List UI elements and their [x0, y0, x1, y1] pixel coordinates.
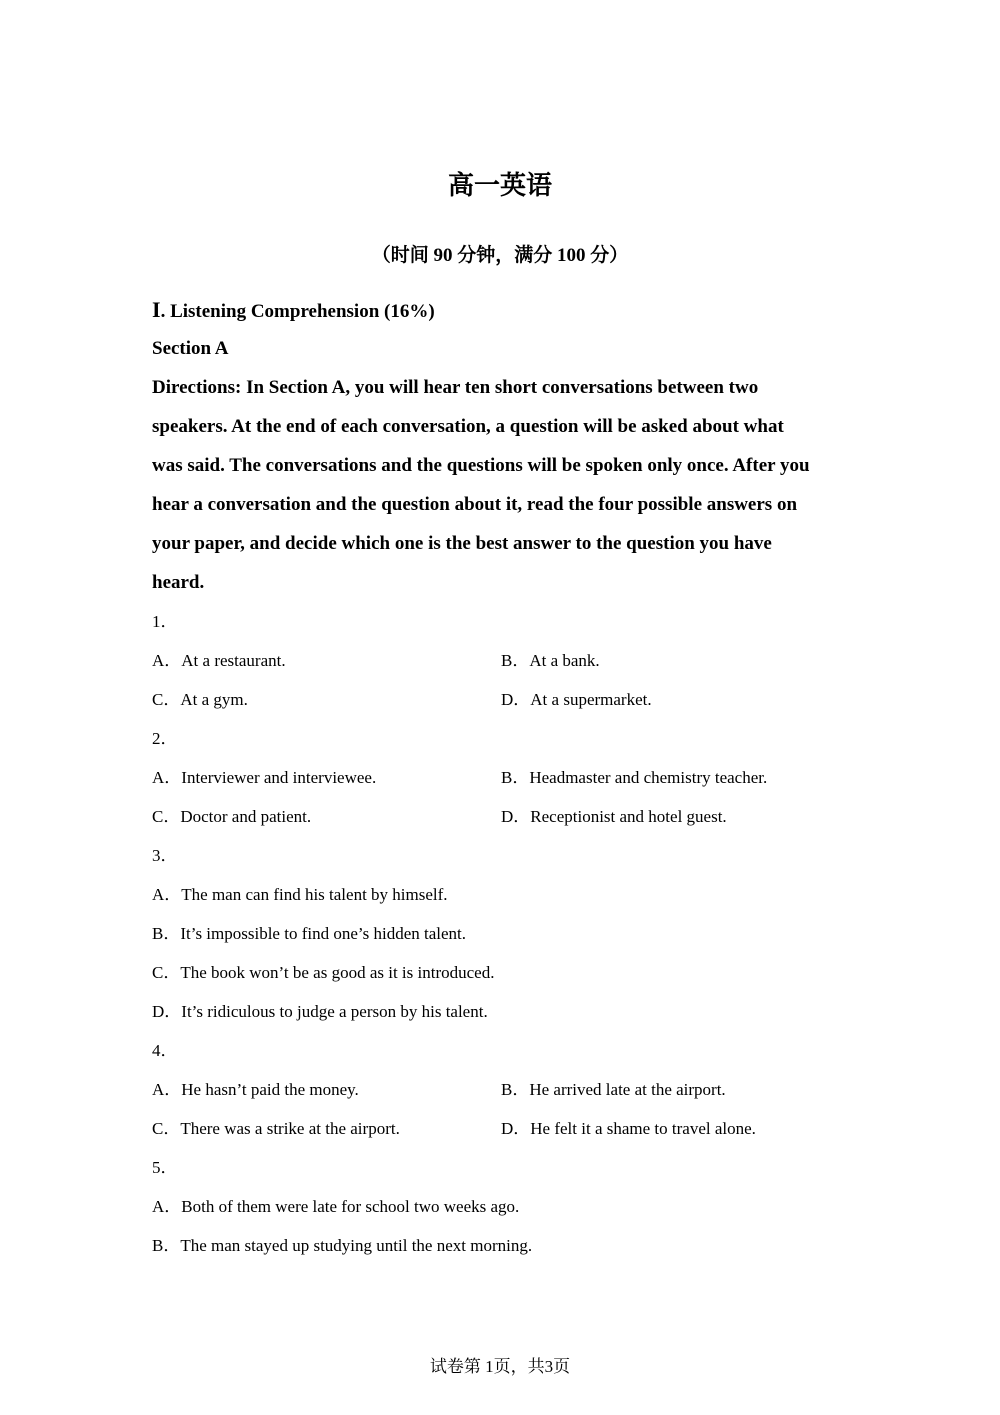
- directions-line: Directions: In Section A, you will hear ten short conversations between two: [152, 377, 759, 398]
- option-b: B．He arrived late at the airport.: [501, 1080, 726, 1099]
- directions-line: hear a conversation and the question about it, read the four possible answers on: [152, 494, 798, 515]
- question-number: 4．: [152, 1041, 178, 1060]
- option-c: C．Doctor and patient.: [152, 807, 312, 826]
- option-row: [152, 680, 852, 719]
- option-b: B．At a bank.: [501, 651, 600, 670]
- page-footer: 试卷第 1页，共3页: [429, 1357, 571, 1376]
- option-a: A．The man can find his talent by himself.: [152, 885, 448, 904]
- directions-line: speakers. At the end of each conversation, a question will be asked about what: [152, 416, 784, 437]
- directions-line: your paper, and decide which one is the best answer to the question you have: [152, 533, 772, 554]
- option-c: C．There was a strike at the airport.: [152, 1119, 400, 1138]
- part-roman-numeral: I: [152, 297, 161, 322]
- option-d: D．Receptionist and hotel guest.: [501, 807, 727, 826]
- option-row: [152, 1070, 852, 1109]
- option-d: D．At a supermarket.: [501, 690, 652, 709]
- option-row: [152, 797, 852, 836]
- exam-title: 高一英语: [447, 171, 552, 201]
- option-a: A．At a restaurant.: [152, 651, 286, 670]
- part-heading: [152, 290, 852, 329]
- option-c: C．At a gym.: [152, 690, 248, 709]
- option-a: A．Interviewer and interviewee.: [152, 768, 377, 787]
- option-a: A．He hasn’t paid the money.: [152, 1080, 359, 1099]
- option-row: [152, 1109, 852, 1148]
- exam-content: [152, 290, 852, 1265]
- question-number: 3．: [152, 846, 178, 865]
- option-d: D．It’s ridiculous to judge a person by his talent.: [152, 1002, 488, 1021]
- option-b: B．It’s impossible to find one’s hidden talent.: [152, 924, 467, 943]
- directions-line: was said. The conversations and the questions will be spoken only once. After you: [152, 455, 810, 476]
- option-d: D．He felt it a shame to travel alone.: [501, 1119, 756, 1138]
- section-label: Section A: [152, 338, 229, 359]
- option-b: B．The man stayed up studying until the next morning.: [152, 1236, 533, 1255]
- question-number: 1．: [152, 612, 178, 631]
- directions-line: heard.: [152, 572, 205, 593]
- question-number: 2．: [152, 729, 178, 748]
- exam-subtitle: （时间 90 分钟，满分 100 分）: [371, 245, 629, 266]
- option-c: C．The book won’t be as good as it is introduced.: [152, 963, 495, 982]
- question-number: 5．: [152, 1158, 178, 1177]
- part-heading-text: . Listening Comprehension (16%): [160, 301, 435, 322]
- option-b: B．Headmaster and chemistry teacher.: [501, 768, 768, 787]
- option-row: [152, 641, 852, 680]
- option-a: A．Both of them were late for school two weeks ago.: [152, 1197, 520, 1216]
- option-row: [152, 758, 852, 797]
